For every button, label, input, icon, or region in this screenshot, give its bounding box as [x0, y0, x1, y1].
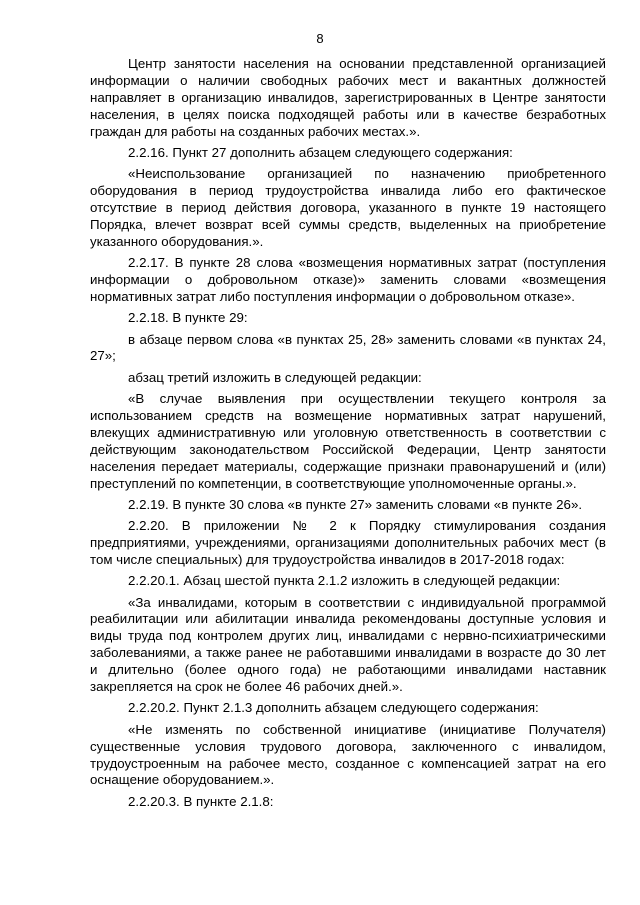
paragraph-violations-quote: «В случае выявления при осуществлении текущего контроля за использованием средств на возмещение нормативных затрат нарушений, влекущих административную или уголовную ответственность в соответствии с действующим законодательством Российской Федерации, Центр занятости населения передает материалы, содержащие признаки правонарушений и (или) преступлений по компетенции, в соответствующие уполномоченные органы.». [90, 391, 606, 491]
paragraph-2-2-19: 2.2.19. В пункте 30 слова «в пункте 27» заменить словами «в пункте 26». [128, 496, 583, 512]
page-number: 8 [316, 31, 324, 46]
paragraph-contract-terms-quote: «Не изменять по собственной инициативе (инициативе Получателя) существенные условия трудового договора, заключенного с инвалидом, трудоустроенным на рабочее место, созданное с компенсацией затрат на его оснащение оборудованием.». [90, 721, 606, 788]
paragraph-equipment-misuse-quote: «Неиспользование организацией по назначению приобретенного оборудования в период трудоустройства инвалида либо его фактическое отсутствие в период действия договора, указанного в пункте 19 настоящего Порядка, влечет возврат всей суммы средств, выделенных на приобретение указанного оборудования.». [90, 166, 606, 249]
paragraph-2-2-18: 2.2.18. В пункте 29: [128, 310, 248, 326]
paragraph-third-abzac-intro: абзац третий изложить в следующей редакции: [128, 369, 422, 385]
paragraph-2-2-20: 2.2.20. В приложении № 2 к Порядку стимулирования создания предприятиями, учреждениями, организациями дополнительных рабочих мест (в том числе специальных) для трудоустройства инвалидов в 2017-2018 годах: [90, 518, 606, 567]
document-body [90, 56, 606, 815]
paragraph-2-2-17: 2.2.17. В пункте 28 слова «возмещения нормативных затрат (поступления информации о добровольном отказе)» заменить словами «возмещения нормативных затрат либо поступления информации о добровольном отказе». [90, 255, 606, 304]
paragraph-2-2-20-3: 2.2.20.3. В пункте 2.1.8: [128, 793, 274, 809]
paragraph-first-abzac-change: в абзаце первом слова «в пунктах 25, 28» заменить словами «в пунктах 24, 27»; [90, 331, 606, 364]
paragraph-2-2-20-2: 2.2.20.2. Пункт 2.1.3 дополнить абзацем следующего содержания: [128, 700, 539, 716]
paragraph-employment-center-info: Центр занятости населения на основании представленной организацией информации о наличии свободных рабочих мест и вакантных должностей направляет в организацию инвалидов, зарегистрированных в Центре занятости населения, в целях поиска подходящей работы или в качестве безработных граждан для работы на созданных рабочих местах.». [90, 56, 606, 139]
paragraph-mentor-quote: «За инвалидами, которым в соответствии с индивидуальной программой реабилитации или абилитации инвалида рекомендованы доступные условия и виды труда под контролем других лиц, инвалидами с нервно-психиатрическими заболеваниями, а также ранее не работавшими инвалидами в возрасте до 30 лет и длительно (более одного года) не работающими инвалидами наставник закрепляется на срок не более 46 рабочих дней.». [90, 594, 606, 695]
paragraph-2-2-16: 2.2.16. Пункт 27 дополнить абзацем следующего содержания: [128, 144, 513, 160]
paragraph-2-2-20-1: 2.2.20.1. Абзац шестой пункта 2.1.2 изложить в следующей редакции: [128, 573, 561, 589]
